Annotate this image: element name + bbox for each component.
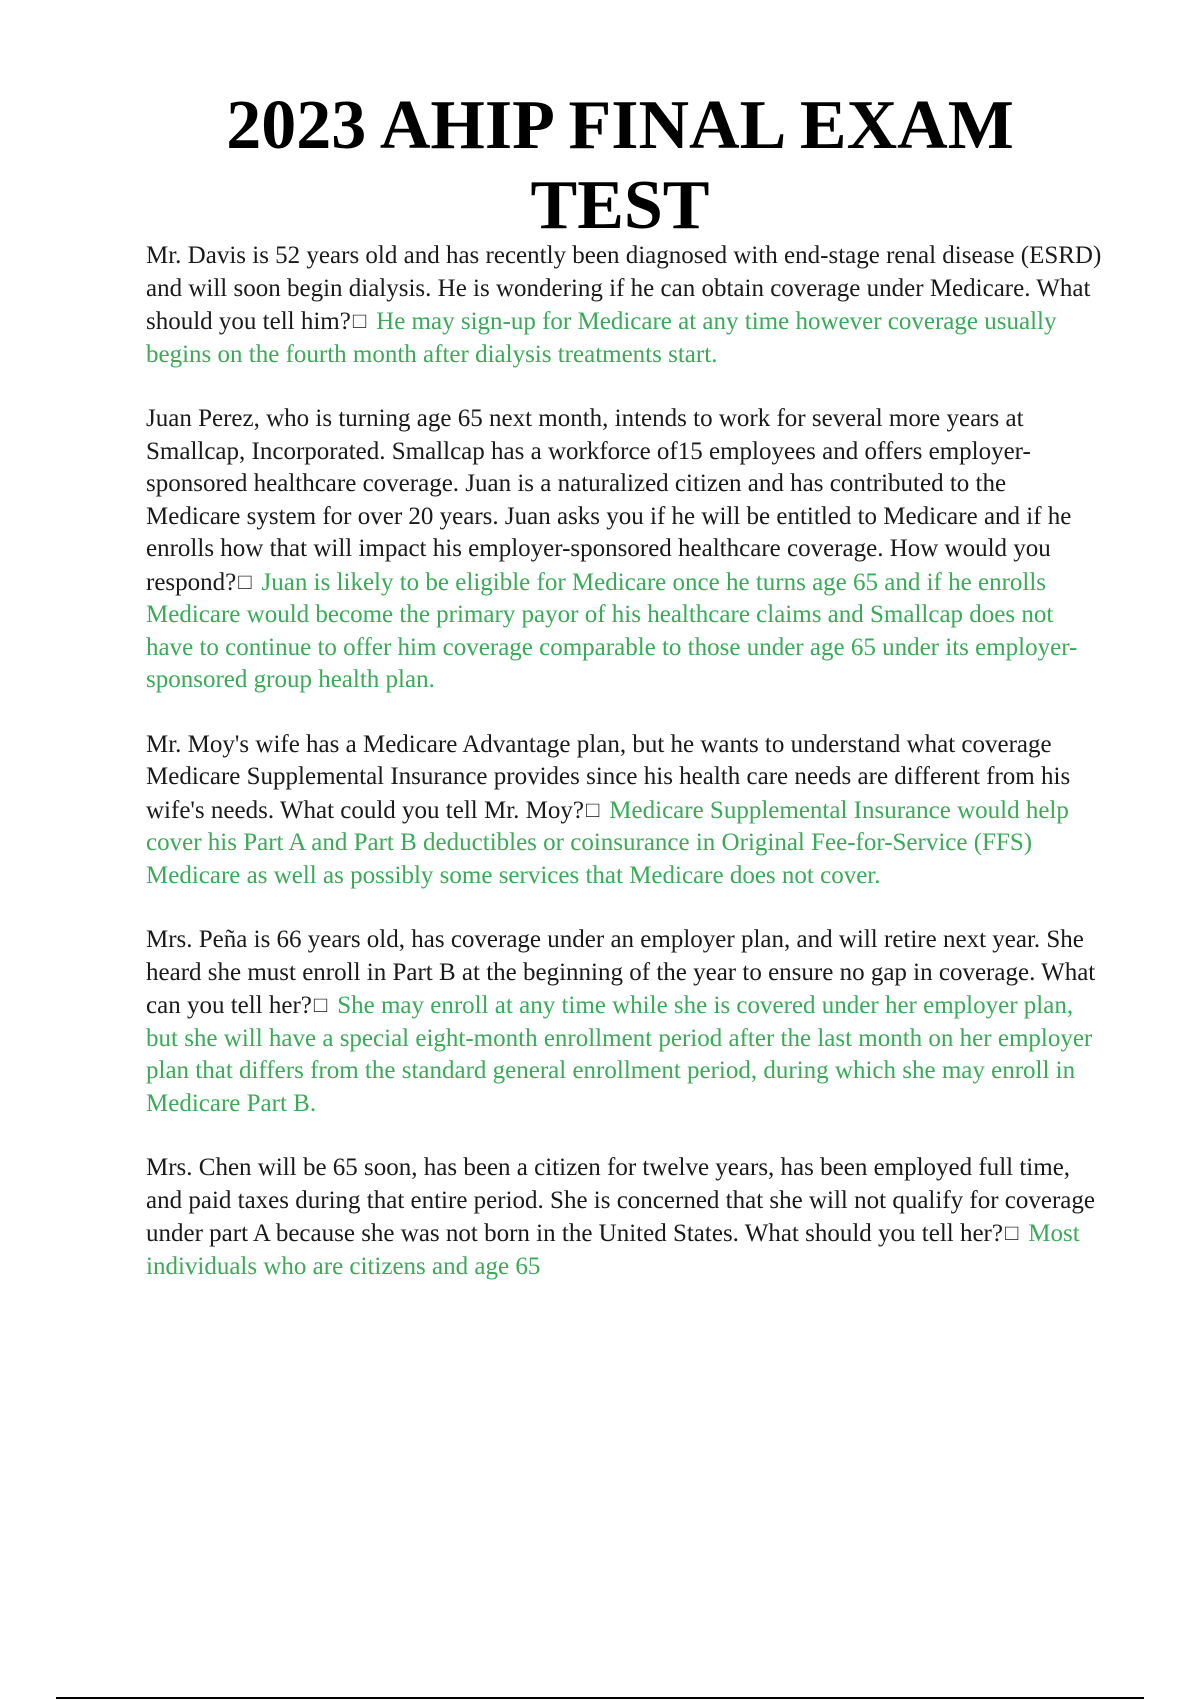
answer-text: He may sign-up for Medicare at any time however coverage usually begins on the fourth month after dialysis treatments start. — [146, 308, 1057, 368]
page-title: 2023 AHIP FINAL EXAM TEST — [226, 87, 1014, 244]
question-text: Mrs. Chen will be 65 soon, has been a citizen for twelve years, has been employed full time, and paid taxes during that entire period. She is concerned that she will not qualify for coverage under part A because she was not born in the United States. What should you tell her? — [146, 1154, 1095, 1247]
qa-item — [146, 240, 1106, 371]
question-text: Mr. Davis is 52 years old and has recently been diagnosed with end-stage renal disease (ESRD) and will soon begin dialysis. He is wondering if he can obtain coverage under Medicare. What should you tell him? — [146, 242, 1102, 335]
qa-list — [146, 240, 1106, 1315]
answer-marker-icon: □ — [586, 796, 600, 822]
question-text: Mrs. Peña is 66 years old, has coverage under an employer plan, and will retire next year. She heard she must enroll in Part B at the beginning of the year to ensure no gap in coverage. What can you tell her? — [146, 926, 1096, 1019]
question-text: Mr. Moy's wife has a Medicare Advantage plan, but he wants to understand what coverage Medicare Supplemental Insurance provides since his health care needs are different from his wife's needs. What could you tell Mr. Moy? — [146, 730, 1071, 824]
answer-marker-icon: □ — [1004, 1220, 1019, 1245]
answer-text: Medicare Supplemental Insurance would help cover his Part A and Part B deductibles or coinsurance in Original Fee-for-Service (FFS) Medicare as well as possibly some services that Medicare does not cover. — [146, 796, 1069, 889]
qa-item — [146, 924, 1106, 1120]
qa-item — [146, 1152, 1106, 1283]
answer-marker-icon: □ — [352, 308, 367, 333]
answer-text: Most individuals who are citizens and age 65 — [146, 1220, 1080, 1280]
footer-divider — [56, 1697, 1144, 1699]
question-text: Juan Perez, who is turning age 65 next month, intends to work for several more years at Smallcap, Incorporated. Smallcap has a workforce of15 employees and offers employer-sponsored healthcare coverage. Juan is a naturalized citizen and has contributed to the Medicare system for over 20 years. Juan asks you if he will be entitled to Medicare and if he enrolls how that will impact his employer-sponsored healthcare coverage. How would you respond? — [146, 405, 1072, 596]
qa-item — [146, 729, 1106, 893]
answer-marker-icon: □ — [238, 568, 252, 594]
answer-marker-icon: □ — [313, 992, 328, 1017]
qa-item — [146, 403, 1106, 697]
answer-text: Juan is likely to be eligible for Medicare once he turns age 65 and if he enrolls Medicare would become the primary payor of his healthcare claims and Smallcap does not have to continue to offer him coverage comparable to those under age 65 under its employer-sponsored group health plan. — [146, 568, 1078, 693]
answer-text: She may enroll at any time while she is covered under her employer plan, but she will have a special eight-month enrollment period after the last month on her employer plan that differs from the standard general enrollment period, during which she may enroll in Medicare Part B. — [146, 992, 1093, 1117]
